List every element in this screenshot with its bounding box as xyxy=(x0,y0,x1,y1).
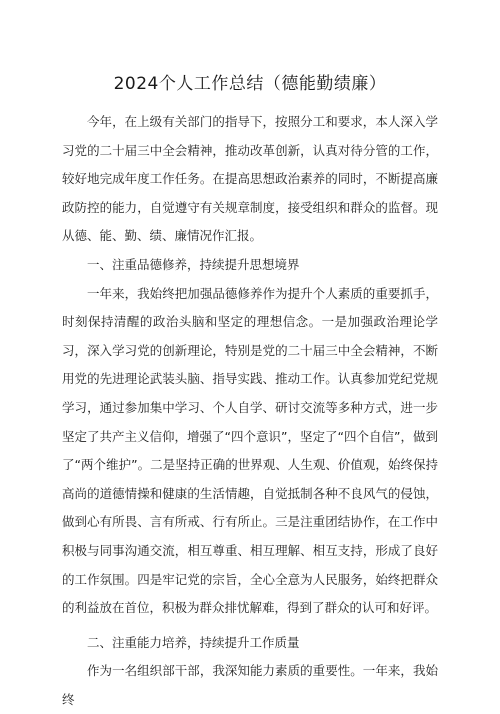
section-2-heading: 二、注重能力培养，持续提升工作质量 xyxy=(87,634,300,650)
document-title: 2024个人工作总结（德能勤绩廉） xyxy=(113,74,387,94)
intro-paragraph: 今年，在上级有关部门的指导下，按照分工和要求，本人深入学习党的二十届三中全会精神，推动改革创新，认真对待分管的工作，较好地完成年度工作任务。在提高思想政治素养的同时，不断提高廉政防控的能力，自觉遵守有关规章制度，接受组织和群众的监督。现从德、能、勤、绩、廉情况作汇报。 xyxy=(62,114,438,244)
section-1-paragraph: 一年来，我始终把加强品德修养作为提升个人素质的重要抓手，时刻保持清醒的政治头脑和坚定的理想信念。一是加强政治理论学习，深入学习党的创新理论，特别是党的二十届三中全会精神，不断用党的先进理论武装头脑、指导实践、推动工作。认真参加党纪党规学习，通过参加集中学习、个人自学、研讨交流等多种方式，进一步坚定了共产主义信仰，增强了“四个意识”，坚定了“四个自信”，做到了“两个维护”。二是坚持正确的世界观、人生观、价值观，始终保持高尚的道德情操和健康的生活情趣，自觉抵制各种不良风气的侵蚀，做到心有所畏、言有所戒、行有所止。三是注重团结协作，在工作中积极与同事沟通交流，相互尊重、相互理解、相互支持，形成了良好的工作氛围。四是牢记党的宗旨，全心全意为人民服务，始终把群众的利益放在首位，积极为群众排忧解难，得到了群众的认可和好评。 xyxy=(62,285,438,616)
section-2-paragraph: 作为一名组织部干部，我深知能力素质的重要性。一年来，我始终 xyxy=(62,663,438,707)
section-1-heading: 一、注重品德修养，持续提升思想境界 xyxy=(87,256,300,272)
